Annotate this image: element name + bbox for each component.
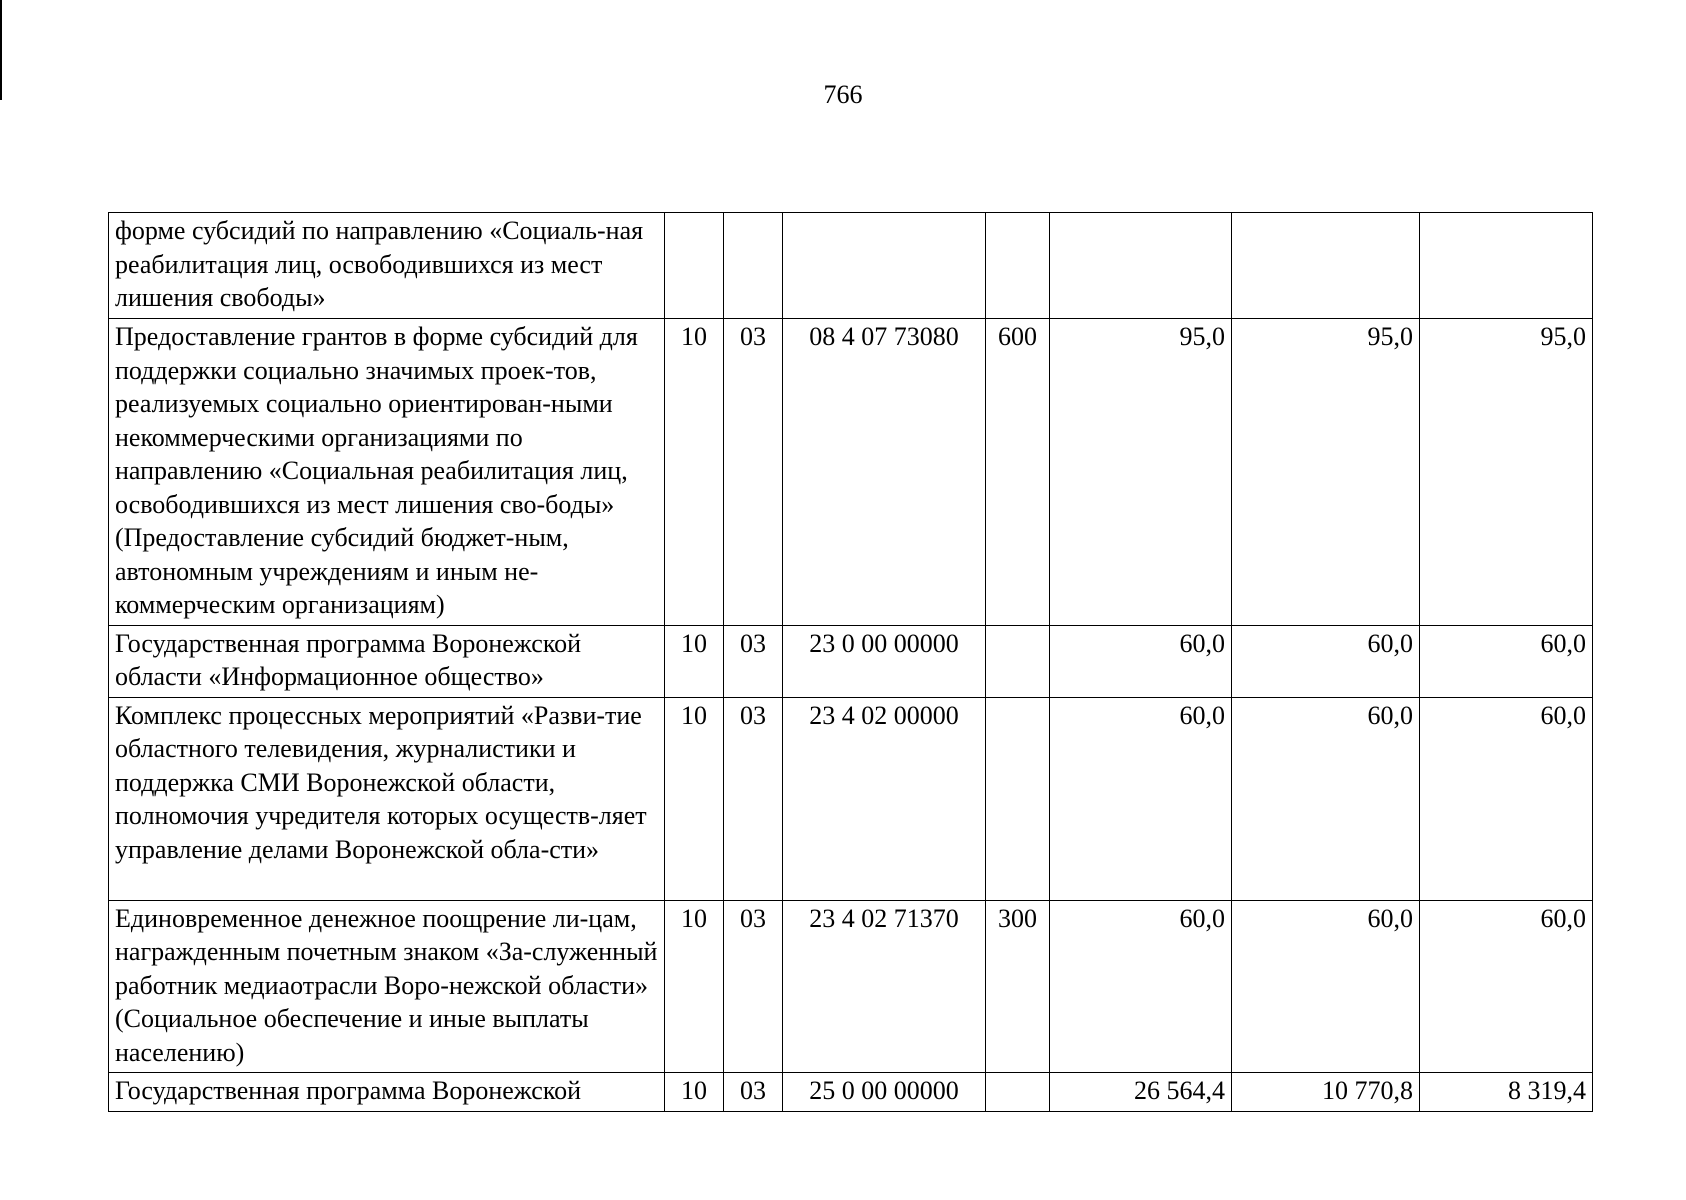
amount-year3-cell: 60,0 [1420, 625, 1593, 697]
page-number: 766 [823, 80, 863, 109]
expense-type-cell: 300 [986, 900, 1050, 1073]
budget-table [108, 212, 1593, 1112]
target-article-cell: 08 4 07 73080 [783, 319, 986, 626]
table-row [109, 213, 1593, 319]
row-name-cell: Комплекс процессных мероприятий «Разви-тие областного телевидения, журналистики и поддержка СМИ Воронежской области, полномочия учредителя которых осуществ-ляет управление делами Воронежской обла-сти» [109, 697, 665, 900]
section-code-cell: 10 [665, 1073, 724, 1112]
expense-type-cell: 600 [986, 319, 1050, 626]
amount-year1-cell: 60,0 [1050, 625, 1232, 697]
target-article-cell: 23 4 02 71370 [783, 900, 986, 1073]
amount-year2-cell: 95,0 [1232, 319, 1420, 626]
row-name-cell: Государственная программа Воронежской [109, 1073, 665, 1112]
target-article-cell: 25 0 00 00000 [783, 1073, 986, 1112]
target-article-cell: 23 4 02 00000 [783, 697, 986, 900]
amount-year3-cell: 95,0 [1420, 319, 1593, 626]
subsection-code-cell: 03 [724, 319, 783, 626]
section-code-cell: 10 [665, 697, 724, 900]
row-name-cell: Государственная программа Воронежской области «Информационное общество» [109, 625, 665, 697]
amount-year2-cell: 60,0 [1232, 697, 1420, 900]
expense-type-cell [986, 213, 1050, 319]
amount-year3-cell: 60,0 [1420, 697, 1593, 900]
table-row [109, 900, 1593, 1073]
expense-type-cell [986, 697, 1050, 900]
subsection-code-cell [724, 213, 783, 319]
target-article-cell: 23 0 00 00000 [783, 625, 986, 697]
section-code-cell [665, 213, 724, 319]
amount-year1-cell: 60,0 [1050, 697, 1232, 900]
subsection-code-cell: 03 [724, 697, 783, 900]
amount-year3-cell: 60,0 [1420, 900, 1593, 1073]
section-code-cell: 10 [665, 900, 724, 1073]
amount-year2-cell: 60,0 [1232, 900, 1420, 1073]
amount-year3-cell [1420, 213, 1593, 319]
section-code-cell: 10 [665, 625, 724, 697]
amount-year1-cell: 95,0 [1050, 319, 1232, 626]
expense-type-cell [986, 625, 1050, 697]
amount-year3-cell: 8 319,4 [1420, 1073, 1593, 1112]
expense-type-cell [986, 1073, 1050, 1112]
table-row [109, 697, 1593, 900]
amount-year1-cell [1050, 213, 1232, 319]
row-name-cell: Предоставление грантов в форме субсидий для поддержки социально значимых проек-тов, реализуемых социально ориентирован-ными некоммерческими организациями по направлению «Социальная реабилитация лиц, освободившихся из мест лишения сво-боды» (Предоставление субсидий бюджет-ным, автономным учреждениям и иным не-коммерческим организациям) [109, 319, 665, 626]
amount-year2-cell: 60,0 [1232, 625, 1420, 697]
table-row [109, 1073, 1593, 1112]
section-code-cell: 10 [665, 319, 724, 626]
table-row [109, 625, 1593, 697]
row-name-cell: Единовременное денежное поощрение ли-цам, награжденным почетным знаком «За-служенный работник медиаотрасли Воро-нежской области» (Социальное обеспечение и иные выплаты населению) [109, 900, 665, 1073]
amount-year2-cell [1232, 213, 1420, 319]
subsection-code-cell: 03 [724, 1073, 783, 1112]
amount-year2-cell: 10 770,8 [1232, 1073, 1420, 1112]
amount-year1-cell: 60,0 [1050, 900, 1232, 1073]
row-name-cell: форме субсидий по направлению «Социаль-ная реабилитация лиц, освободившихся из мест лишения свободы» [109, 213, 665, 319]
subsection-code-cell: 03 [724, 625, 783, 697]
target-article-cell [783, 213, 986, 319]
table-row [109, 319, 1593, 626]
amount-year1-cell: 26 564,4 [1050, 1073, 1232, 1112]
subsection-code-cell: 03 [724, 900, 783, 1073]
